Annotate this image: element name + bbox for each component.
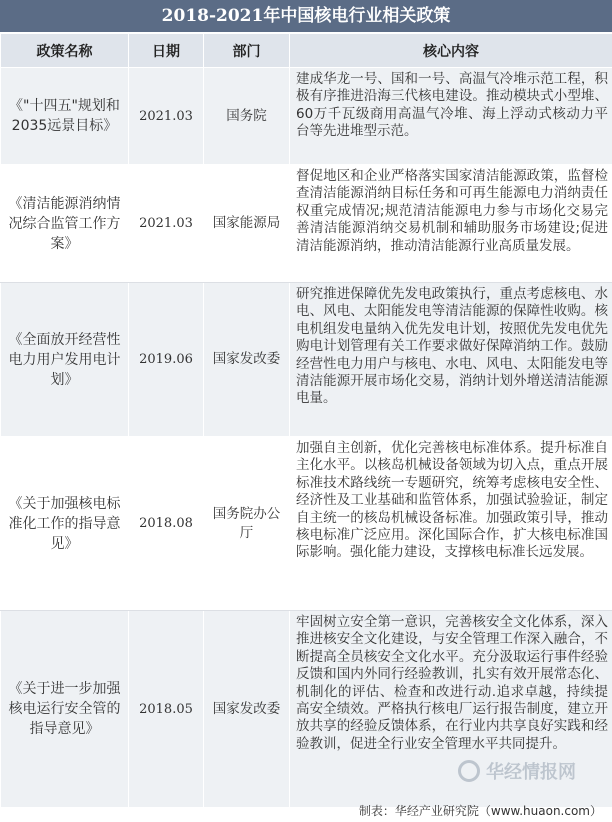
table-title: 2018-2021年中国核电行业相关政策 <box>0 0 612 32</box>
policy-name: 《清洁能源消纳情况综合监管工作方案》 <box>1 165 129 283</box>
policy-name: 《关于加强核电标准化工作的指导意见》 <box>1 437 129 611</box>
header-content: 核心内容 <box>290 34 612 68</box>
policy-dept: 国家能源局 <box>204 165 290 283</box>
header-dept: 部门 <box>204 34 290 68</box>
policy-content: 建成华龙一号、国和一号、高温气冷堆示范工程，积极有序推进沿海三代核电建设。推动模块式小型堆、60万千瓦级商用高温气冷堆、海上浮动式核动力平台等先进堆型示范。 <box>290 68 612 165</box>
policy-name: 《全面放开经营性电力用户发用电计划》 <box>1 283 129 437</box>
policy-content: 加强自主创新，优化完善核电标准体系。提升标准自主化水平。以核岛机械设备领域为切入点，重点开展标准技术路线统一专题研究，统筹考虑核电安全性、经济性及工业基础和监管体系，加强试验验证，制定自主统一的核岛机械设备标准。加强政策引导，推动核电标准广泛应用。深化国际合作，扩大核电标准国际影响。强化能力建设，支撑核电标准长远发展。 <box>290 437 612 611</box>
policy-date: 2021.03 <box>129 165 204 283</box>
table-row <box>1 165 612 283</box>
watermark <box>458 758 576 784</box>
policy-dept: 国家发改委 <box>204 283 290 437</box>
source-footer: 制表：华经产业研究院（www.huaon.com） <box>358 804 602 818</box>
policy-date: 2018.05 <box>129 611 204 808</box>
header-row <box>1 34 612 68</box>
policy-date: 2019.06 <box>129 283 204 437</box>
policy-content: 督促地区和企业严格落实国家清洁能源政策，监督检查清洁能源消纳目标任务和可再生能源电力消纳责任权重完成情况;规范清洁能源电力参与市场化交易完善清洁能源消纳交易机制和辅助服务市场建设;促进清洁能源消纳，推动清洁能源行业高质量发展。 <box>290 165 612 283</box>
policy-content: 牢固树立安全第一意识，完善核安全文化体系，深入推进核安全文化建设，与安全管理工作深入融合，不断提高全员核安全文化水平。充分汲取运行事件经验反馈和国内外同行经验教训，扎实有效开展常态化、机制化的评估、检查和改进行动.追求卓越，持续提高安全绩效。严格执行核电厂运行报告制度，建立开放共享的经验反馈体系，在行业内共享良好实践和经验教训，促进全行业安全管理水平共同提升。 <box>290 611 612 808</box>
policy-name: 《关于进一步加强核电运行安全管的指导意见》 <box>1 611 129 808</box>
watermark-text: 华经情报网 <box>486 762 576 783</box>
policy-dept: 国家发改委 <box>204 611 290 808</box>
policy-date: 2021.03 <box>129 68 204 165</box>
watermark-logo-icon <box>458 760 480 782</box>
policy-name: 《"十四五"规划和2035远景目标》 <box>1 68 129 165</box>
policy-date: 2018.08 <box>129 437 204 611</box>
policy-table <box>0 33 612 808</box>
table-row <box>1 437 612 611</box>
policy-content: 研究推进保障优先发电政策执行，重点考虑核电、水电、风电、太阳能发电等清洁能源的保障性收购。核电机组发电量纳入优先发电计划，按照优先发电优先购电计划管理有关工作要求做好保障消纳工作。鼓励经营性电力用户与核电、水电、风电、太阳能发电等清洁能源开展市场化交易，消纳计划外增送清洁能源电量。 <box>290 283 612 437</box>
table-row <box>1 283 612 437</box>
policy-dept: 国务院 <box>204 68 290 165</box>
policy-dept: 国务院办公厅 <box>204 437 290 611</box>
table-row <box>1 68 612 165</box>
header-name: 政策名称 <box>1 34 129 68</box>
header-date: 日期 <box>129 34 204 68</box>
